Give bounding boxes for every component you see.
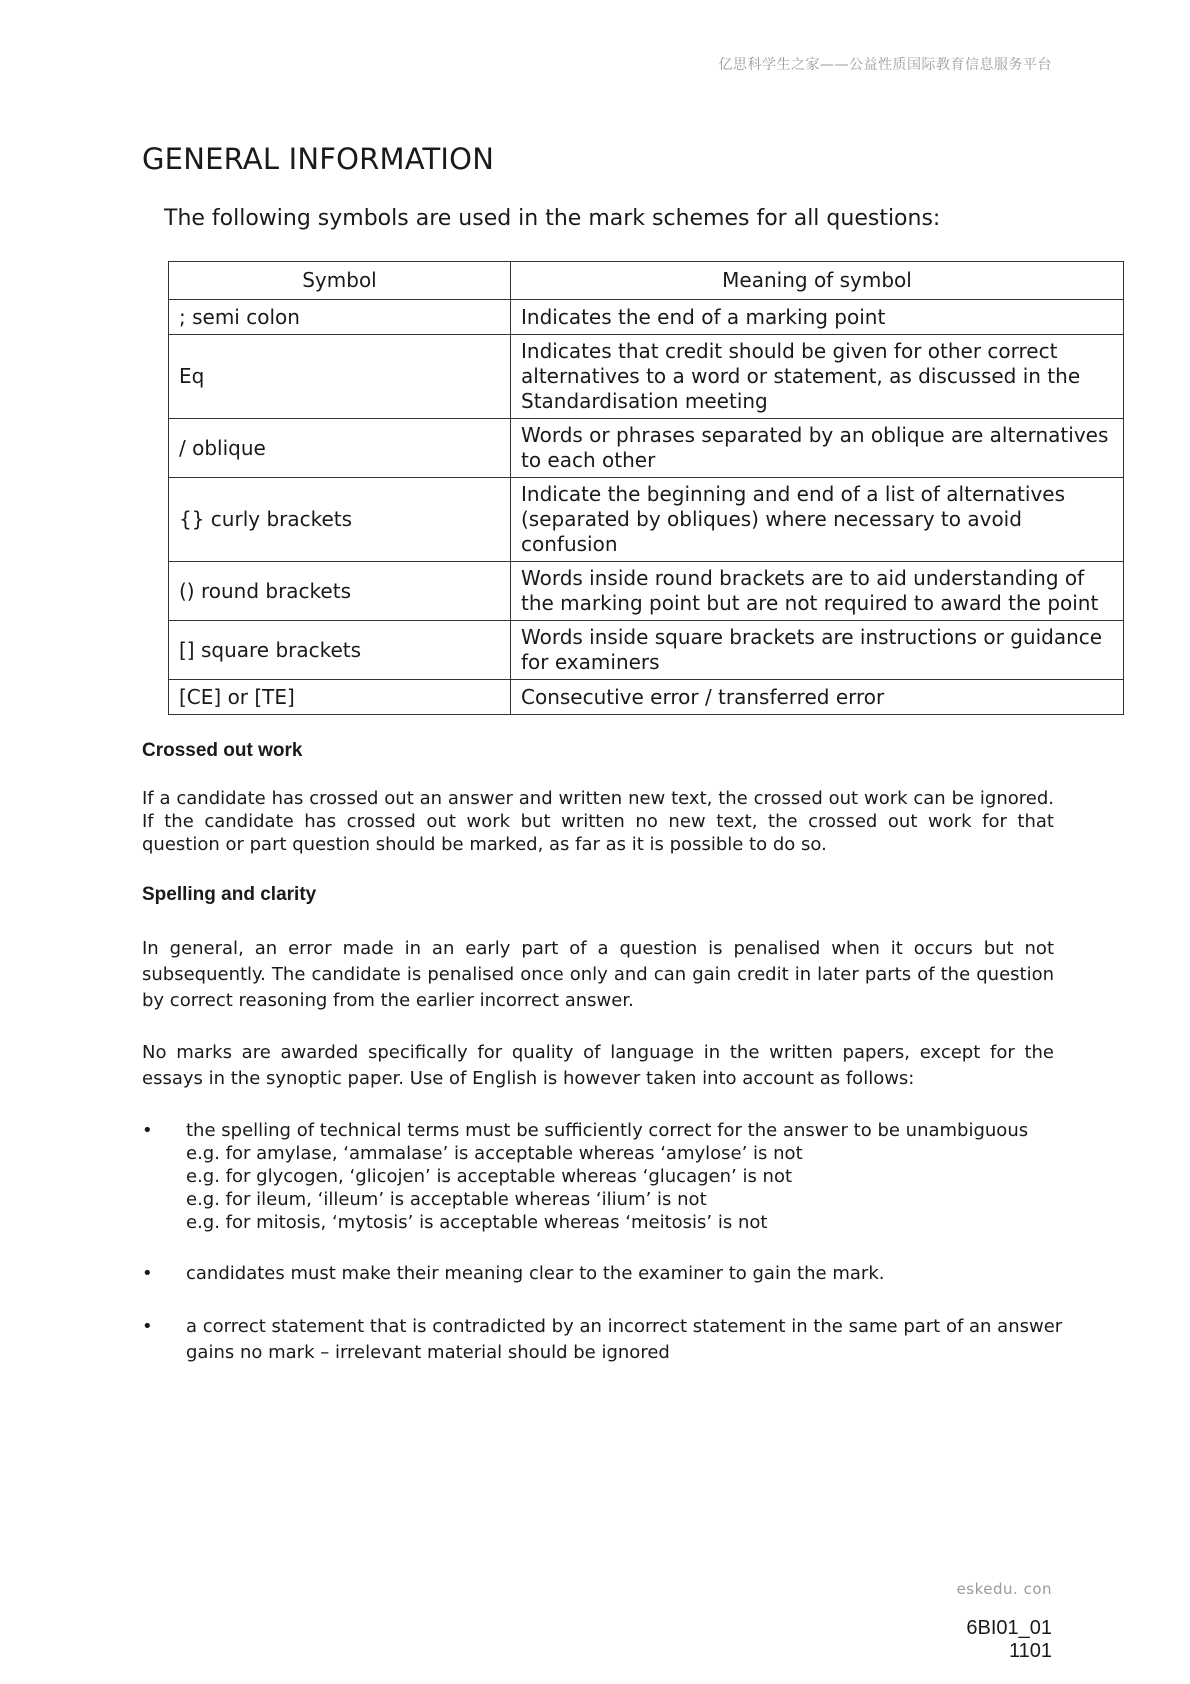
spelling-heading: Spelling and clarity	[142, 884, 317, 905]
symbol-cell: {} curly brackets	[169, 478, 511, 562]
example-line: e.g. for glycogen, ‘glicojen’ is acceptable whereas ‘glucagen’ is not	[186, 1166, 793, 1187]
example-line: e.g. for amylase, ‘ammalase’ is acceptable whereas ‘amylose’ is not	[186, 1143, 803, 1164]
meaning-cell: Words inside square brackets are instructions or guidance for examiners	[511, 621, 1124, 680]
bullet-symbol: •	[142, 1316, 153, 1337]
table-header-row	[169, 262, 1124, 300]
intro-text: The following symbols are used in the mark schemes for all questions:	[164, 206, 941, 231]
symbol-cell: / oblique	[169, 419, 511, 478]
table-row	[169, 680, 1124, 715]
table-row	[169, 621, 1124, 680]
header-meaning: Meaning of symbol	[511, 262, 1124, 300]
table-row	[169, 335, 1124, 419]
symbol-cell: Eq	[169, 335, 511, 419]
meaning-cell: Indicates that credit should be given for other correct alternatives to a word or statement, as discussed in the Standardisation meeting	[511, 335, 1124, 419]
spelling-para-1: In general, an error made in an early part of a question is penalised when it occurs but not subsequently. The candidate is penalised once only and can gain credit in later parts of the question by correct reasoning from the earlier incorrect answer.	[142, 938, 1054, 1011]
bullet-symbol: •	[142, 1263, 153, 1284]
bullet-symbol: •	[142, 1120, 153, 1141]
meaning-cell: Words or phrases separated by an oblique are alternatives to each other	[511, 419, 1124, 478]
meaning-cell: Indicates the end of a marking point	[511, 300, 1124, 335]
table-row	[169, 478, 1124, 562]
bullet-item	[142, 1262, 1072, 1285]
page-title: GENERAL INFORMATION	[142, 142, 495, 176]
table-row	[169, 419, 1124, 478]
paper-code-line-2: 1101	[1008, 1640, 1052, 1662]
crossed-out-text: If a candidate has crossed out an answer and written new text, the crossed out work can be ignored. If the candidate has crossed out work but written no new text, the crossed out work for that question or part question should be marked, as far as it is possible to do so.	[142, 788, 1054, 855]
table-row	[169, 562, 1124, 621]
symbol-cell: () round brackets	[169, 562, 511, 621]
symbol-cell: [CE] or [TE]	[169, 680, 511, 715]
bullet-item	[142, 1119, 1072, 1234]
example-line: e.g. for mitosis, ‘mytosis’ is acceptable whereas ‘meitosis’ is not	[186, 1212, 768, 1233]
bullet-text: the spelling of technical terms must be sufficiently correct for the answer to be unambiguous	[186, 1120, 1029, 1141]
symbol-cell: [] square brackets	[169, 621, 511, 680]
meaning-cell: Words inside round brackets are to aid understanding of the marking point but are not required to award the point	[511, 562, 1124, 621]
footer-watermark: eskedu. con	[956, 1580, 1052, 1598]
meaning-cell: Indicate the beginning and end of a list of alternatives (separated by obliques) where necessary to avoid confusion	[511, 478, 1124, 562]
example-line: e.g. for ileum, ‘illeum’ is acceptable whereas ‘ilium’ is not	[186, 1189, 707, 1210]
bullet-item	[142, 1314, 1072, 1366]
meaning-cell: Consecutive error / transferred error	[511, 680, 1124, 715]
spelling-para-2: No marks are awarded specifically for quality of language in the written papers, except for the essays in the synoptic paper. Use of English is however taken into account as follows:	[142, 1042, 1054, 1089]
paper-code-line-1: 6BI01_01	[966, 1617, 1052, 1639]
crossed-out-heading: Crossed out work	[142, 740, 303, 761]
symbols-table	[168, 261, 1124, 715]
table-row	[169, 300, 1124, 335]
paper-code	[966, 1617, 1052, 1663]
bullet-text: a correct statement that is contradicted by an incorrect statement in the same part of an answer gains no mark – irrelevant material should be ignored	[186, 1316, 1063, 1363]
header-symbol: Symbol	[169, 262, 511, 300]
symbol-cell: ; semi colon	[169, 300, 511, 335]
header-watermark: 亿思科学生之家——公益性质国际教育信息服务平台	[718, 57, 1052, 73]
bullet-text: candidates must make their meaning clear to the examiner to gain the mark.	[186, 1263, 885, 1284]
